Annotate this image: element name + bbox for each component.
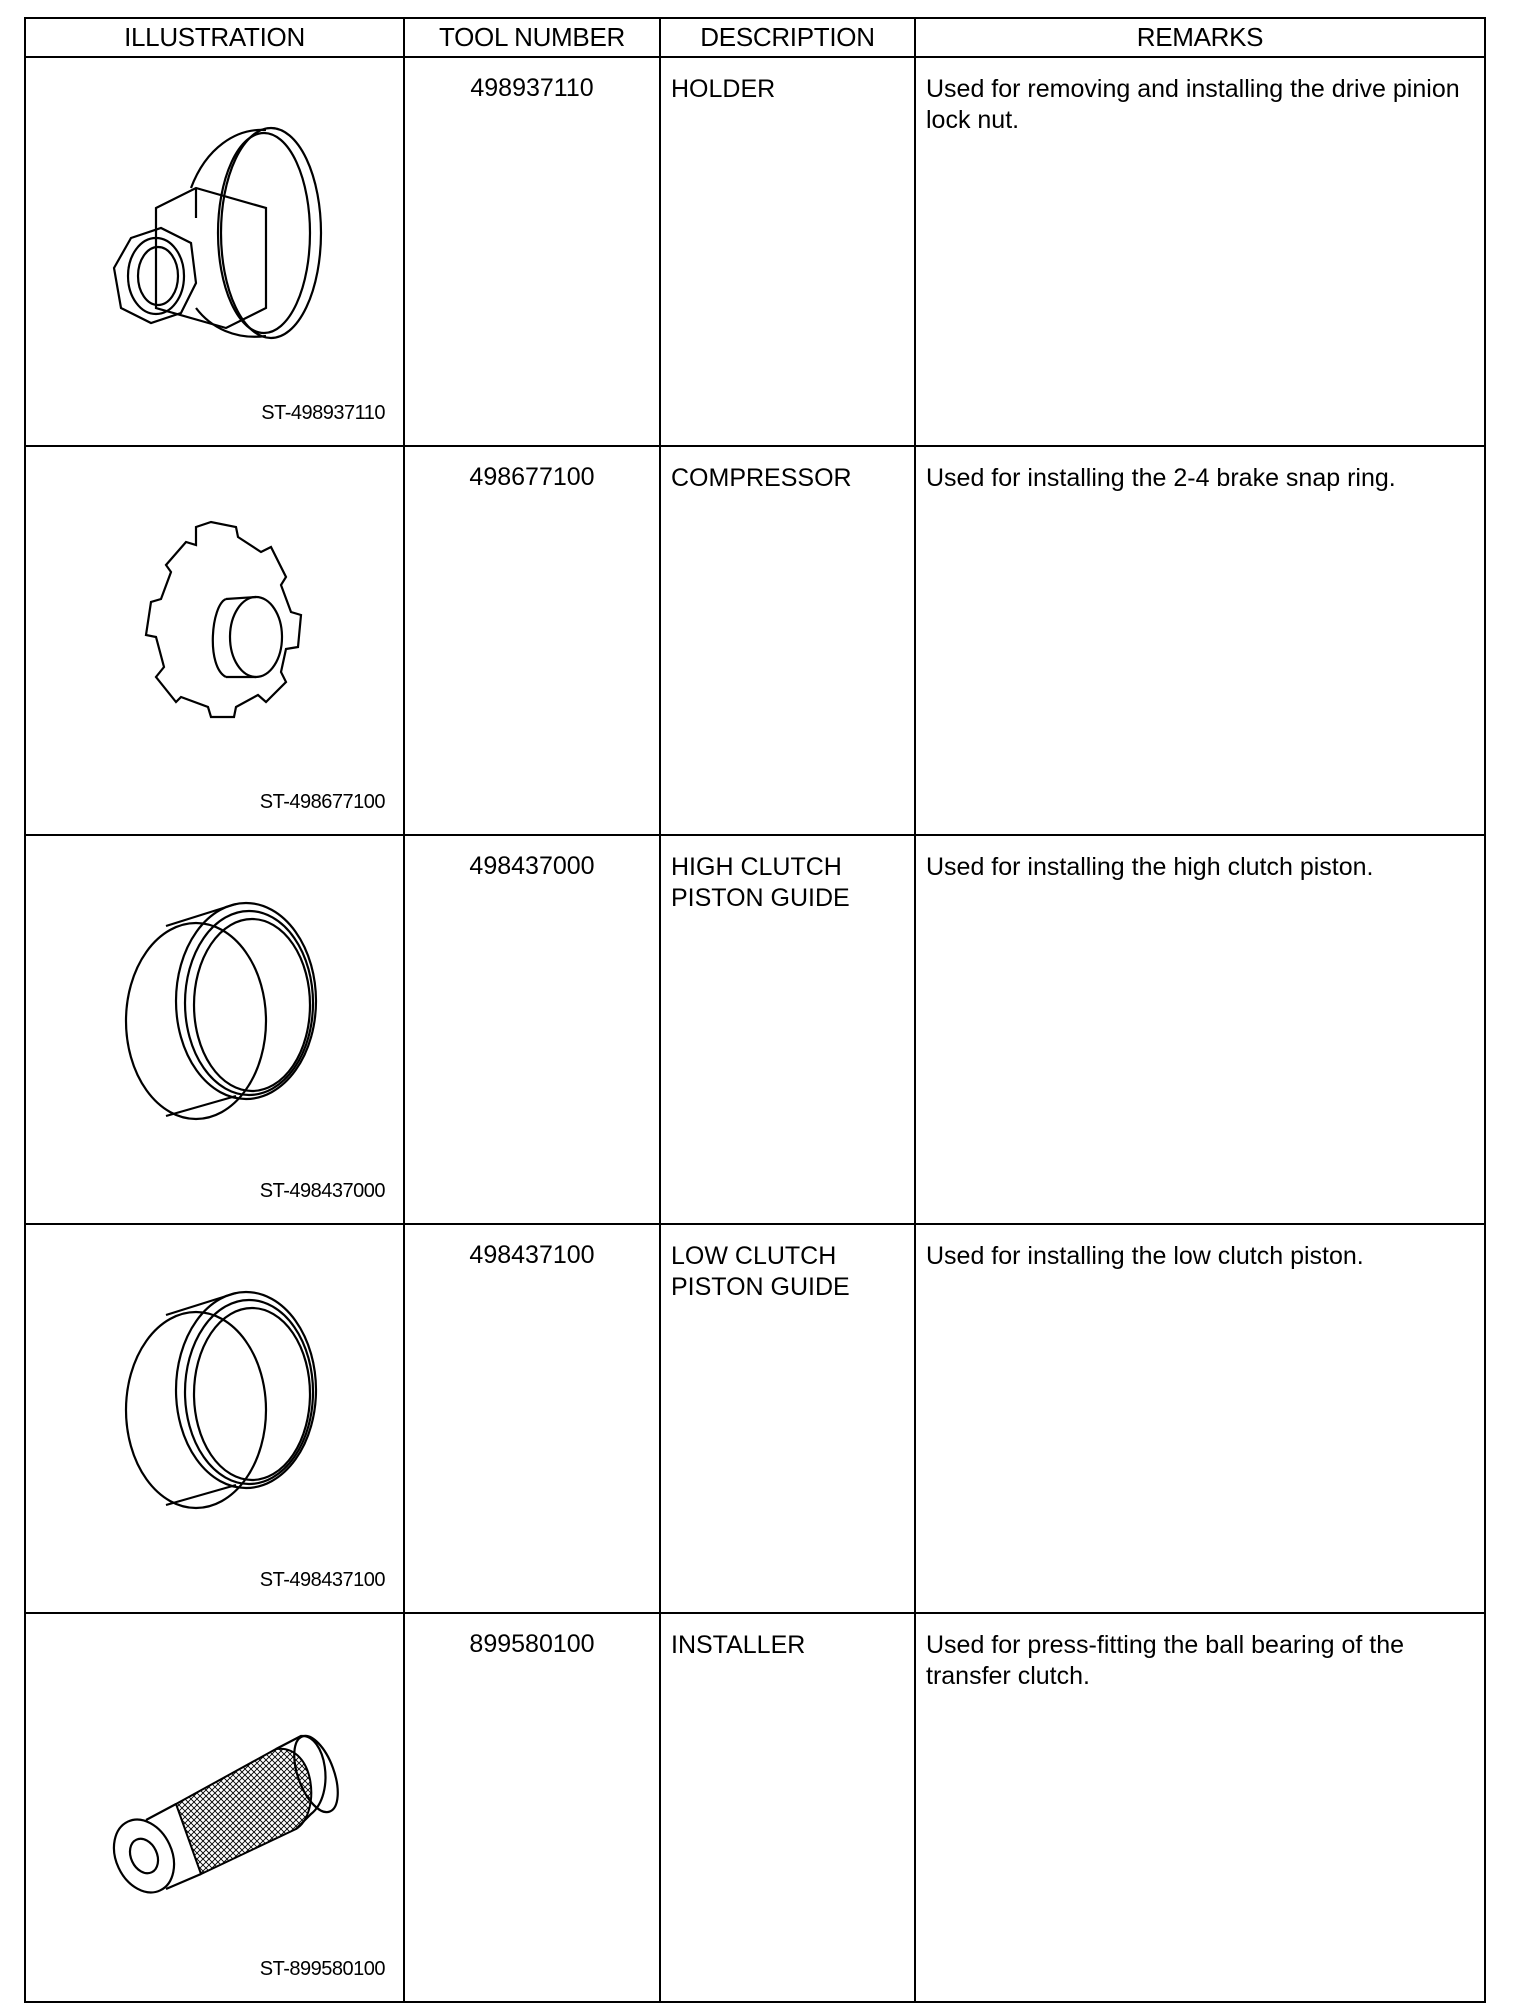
low-clutch-piston-guide-illustration — [86, 1275, 366, 1535]
table-row — [25, 1224, 1485, 1613]
table-row — [25, 446, 1485, 835]
header-tool-number: TOOL NUMBER — [404, 18, 660, 57]
table-row — [25, 1613, 1485, 2002]
illustration-label: ST-899580100 — [259, 1958, 385, 1980]
tool-number-cell: 498677100 — [404, 446, 660, 835]
illustration-label: ST-498677100 — [259, 791, 385, 813]
illustration-cell — [25, 446, 404, 835]
header-remarks: REMARKS — [915, 18, 1485, 57]
header-row — [25, 18, 1485, 57]
illustration-cell — [25, 57, 404, 446]
remarks-cell: Used for removing and installing the drive pinion lock nut. — [915, 57, 1485, 446]
illustration-label: ST-498437000 — [259, 1180, 385, 1202]
description-cell: COMPRESSOR — [660, 446, 915, 835]
tool-number-cell: 498437100 — [404, 1224, 660, 1613]
description-cell: INSTALLER — [660, 1613, 915, 2002]
illustration-cell — [25, 1613, 404, 2002]
header-description: DESCRIPTION — [660, 18, 915, 57]
remarks-cell: Used for installing the high clutch piston. — [915, 835, 1485, 1224]
high-clutch-piston-guide-illustration — [86, 886, 366, 1146]
remarks-cell: Used for press-fitting the ball bearing of the transfer clutch. — [915, 1613, 1485, 2002]
description-cell: HIGH CLUTCH PISTON GUIDE — [660, 835, 915, 1224]
illustration-label: ST-498937110 — [261, 402, 385, 424]
tool-number-cell: 899580100 — [404, 1613, 660, 2002]
holder-illustration — [86, 108, 366, 368]
remarks-cell: Used for installing the 2-4 brake snap ring. — [915, 446, 1485, 835]
tool-number-cell: 498437000 — [404, 835, 660, 1224]
tool-number-cell: 498937110 — [404, 57, 660, 446]
description-cell: LOW CLUTCH PISTON GUIDE — [660, 1224, 915, 1613]
installer-illustration — [86, 1664, 366, 1924]
compressor-illustration — [86, 497, 366, 757]
illustration-label: ST-498437100 — [259, 1569, 385, 1591]
table-row — [25, 57, 1485, 446]
description-cell: HOLDER — [660, 57, 915, 446]
illustration-cell — [25, 835, 404, 1224]
remarks-cell: Used for installing the low clutch piston. — [915, 1224, 1485, 1613]
special-tools-table — [24, 17, 1486, 2003]
illustration-cell — [25, 1224, 404, 1613]
header-illustration: ILLUSTRATION — [25, 18, 404, 57]
table-row — [25, 835, 1485, 1224]
